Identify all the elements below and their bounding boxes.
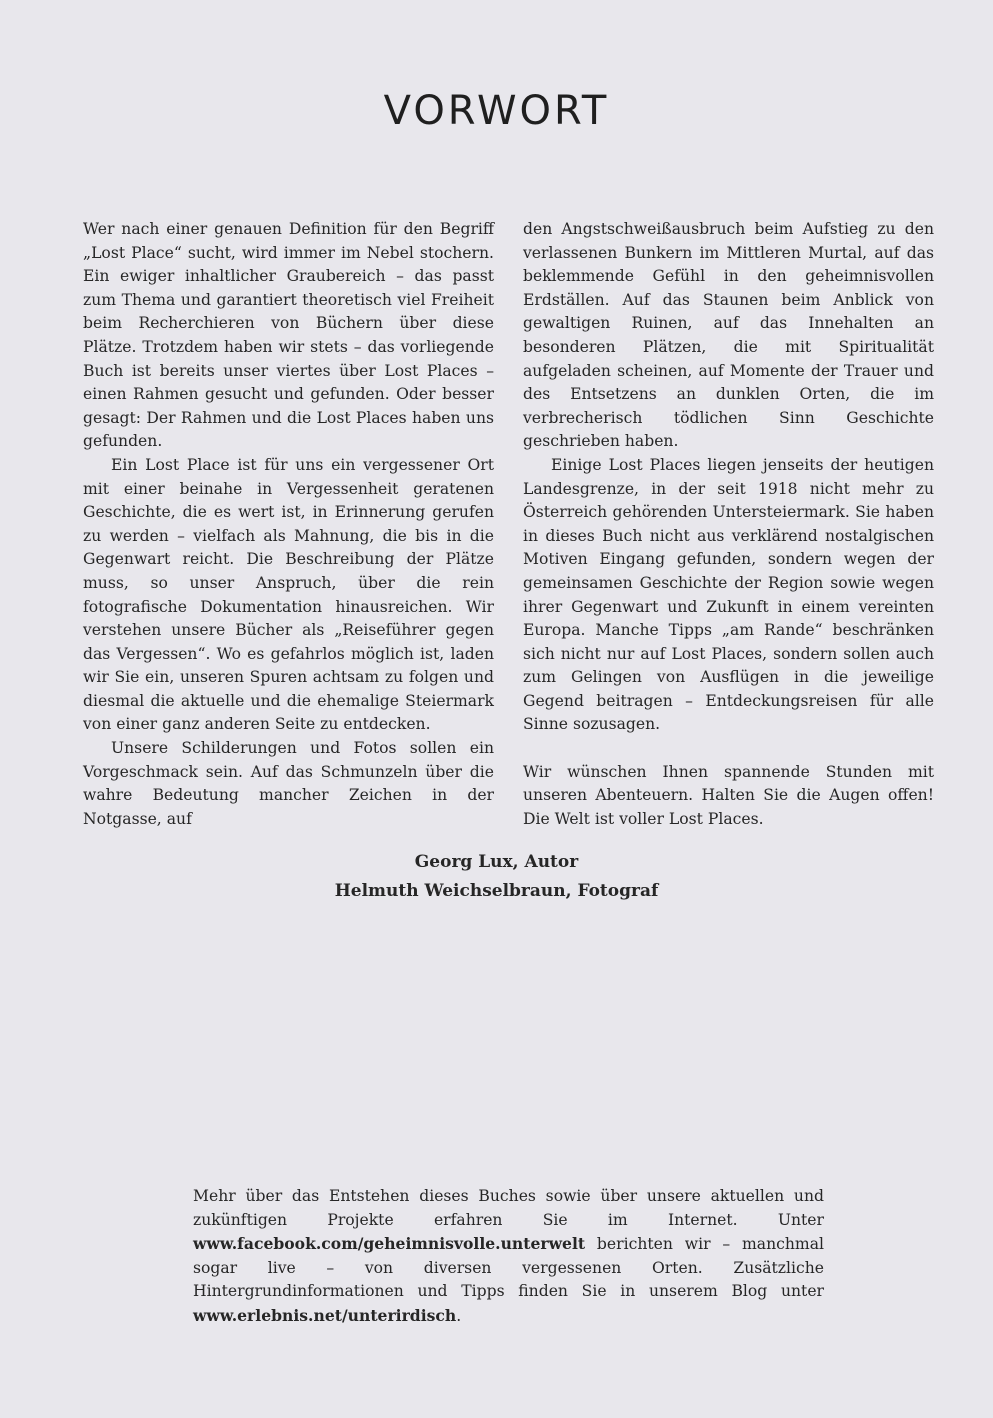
- footer-note: [193, 1185, 824, 1329]
- left-column: [83, 218, 494, 831]
- paragraph: den Angstschweißausbruch beim Aufstieg zu den verlassenen Bunkern im Mittleren Murtal, auf das beklemmende Gefühl in den geheimnisvollen Erdställen. Auf das Staunen beim Anblick von gewaltigen Ruinen, auf das Innehalten an besonderen Plätzen, die mit Spiritualität aufgeladen scheinen, auf Momente der Trauer und des Entsetzens an dunklen Orten, die im verbrecherisch tödlichen Sinn Geschichte geschrieben haben.: [523, 220, 934, 451]
- facebook-link[interactable]: www.facebook.com/geheimnisvolle.unterwelt: [193, 1234, 586, 1254]
- author-credit: Georg Lux, Autor: [414, 852, 579, 872]
- blog-link[interactable]: www.erlebnis.net/unterirdisch: [193, 1305, 457, 1325]
- right-column: [523, 218, 934, 831]
- footer-text: berichten wir – manchmal sogar live – von diversen vergessenen Orten. Zusätzliche Hintergrundinformationen und Tipps finden Sie in unserem Blog unter: [193, 1235, 824, 1301]
- paragraph: Ein Lost Place ist für uns ein vergessener Ort mit einer beinahe in Vergessenheit geratenen Geschichte, die es wert ist, in Erinnerung gerufen zu werden – vielfach als Mahnung, die bis in die Gegenwart reicht. Die Beschreibung der Plätze muss, so unser Anspruch, über die rein fotografische Dokumentation hinausreichen. Wir verstehen unsere Bücher als „Reiseführer gegen das Vergessen“. Wo es gefahrlos möglich ist, laden wir Sie ein, unseren Spuren achtsam zu folgen und diesmal die aktuelle und die ehemalige Steiermark von einer ganz anderen Seite zu entdecken.: [83, 455, 494, 734]
- paragraph: Unsere Schilderungen und Fotos sollen ein Vorgeschmack sein. Auf das Schmunzeln über die wahre Bedeutung mancher Zeichen in der Notgasse, auf: [83, 739, 494, 828]
- signature-block: [0, 848, 993, 906]
- page-title: VORWORT: [383, 88, 610, 134]
- footer-text: Mehr über das Entstehen dieses Buches sowie über unsere aktuellen und zukünftigen Projekte erfahren Sie im Internet. Unter: [193, 1187, 824, 1229]
- paragraph: Wir wünschen Ihnen spannende Stunden mit unseren Abenteuern. Halten Sie die Augen offen! Die Welt ist voller Lost Places.: [523, 762, 934, 828]
- footer-text: .: [456, 1306, 462, 1325]
- paragraph: Wer nach einer genauen Definition für den Begriff „Lost Place“ sucht, wird immer im Nebel stochern. Ein ewiger inhaltlicher Graubereich – das passt zum Thema und garantiert theoretisch viel Freiheit beim Recherchieren von Büchern über diese Plätze. Trotzdem haben wir stets – das vorliegende Buch ist bereits unser viertes über Lost Places – einen Rahmen gesucht und gefunden. Oder besser gesagt: Der Rahmen und die Lost Places haben uns gefunden.: [83, 220, 494, 451]
- paragraph: Einige Lost Places liegen jenseits der heutigen Landesgrenze, in der seit 1918 nicht mehr zu Österreich gehörenden Untersteiermark. Sie haben in dieses Buch nicht aus verklärend nostalgischen Motiven Eingang gefunden, sondern wegen der gemeinsamen Geschichte der Region sowie wegen ihrer Gegenwart und Zukunft in einem vereinten Europa. Manche Tipps „am Rande“ beschränken sich nicht nur auf Lost Places, sondern sollen auch zum Gelingen von Ausflügen in die jeweilige Gegend beitragen – Entdeckungsreisen für alle Sinne sozusagen.: [523, 455, 934, 734]
- photographer-credit: Helmuth Weichselbraun, Fotograf: [334, 881, 659, 901]
